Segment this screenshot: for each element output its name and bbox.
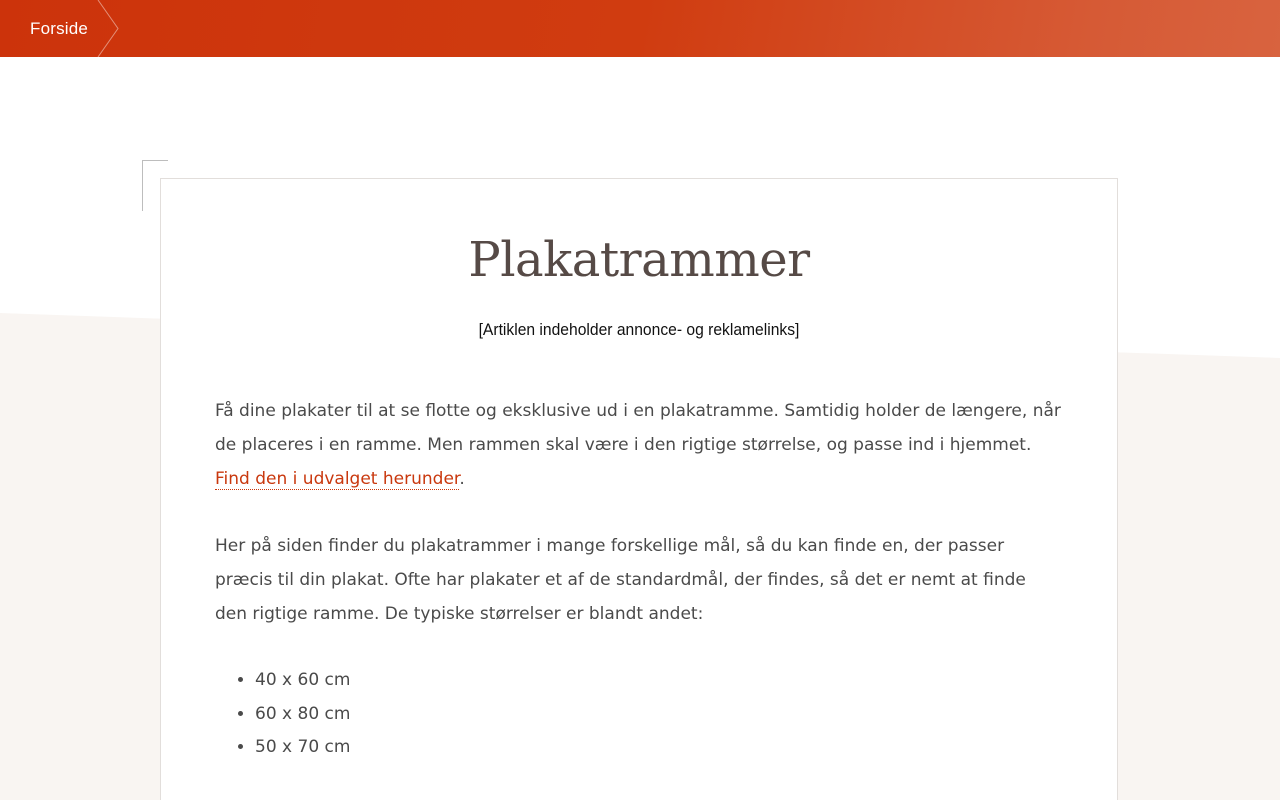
ad-disclaimer: [Artiklen indeholder annonce- og reklamelinks] [478,320,800,339]
intro-text: Få dine plakater til at se flotte og eksklusive ud i en plakatramme. Samtidig holder de længere, når de placeres i en ramme. Men rammen skal være i den rigtige størrelse, og passe ind i hjemmet. [215,401,1061,455]
breadcrumb-chevron-icon [97,0,121,57]
intro-paragraph [215,394,1063,496]
page-title: Plakatrammer [468,232,810,288]
sizes-paragraph: Her på siden finder du plakatrammer i mange forskellige mål, så du kan finde en, der passer præcis til din plakat. Ofte har plakater et af de standardmål, der findes, så det er nemt at finde den rigtige ramme. De typiske størrelser er blandt andet: [215,536,1026,624]
intro-period: . [459,469,465,489]
list-item: • 60 x 80 cm [255,698,1063,732]
article-body [215,394,1063,765]
list-item: • 40 x 60 cm [255,664,1063,698]
list-item: • 50 x 70 cm [255,731,1063,765]
breadcrumb-home-link[interactable]: Forside [30,18,89,38]
article-card [160,178,1118,800]
top-navigation-bar [0,0,1280,57]
breadcrumb [0,0,118,57]
sizes-list [215,664,1063,765]
find-selection-link[interactable]: Find den i udvalget herunder [215,469,460,489]
